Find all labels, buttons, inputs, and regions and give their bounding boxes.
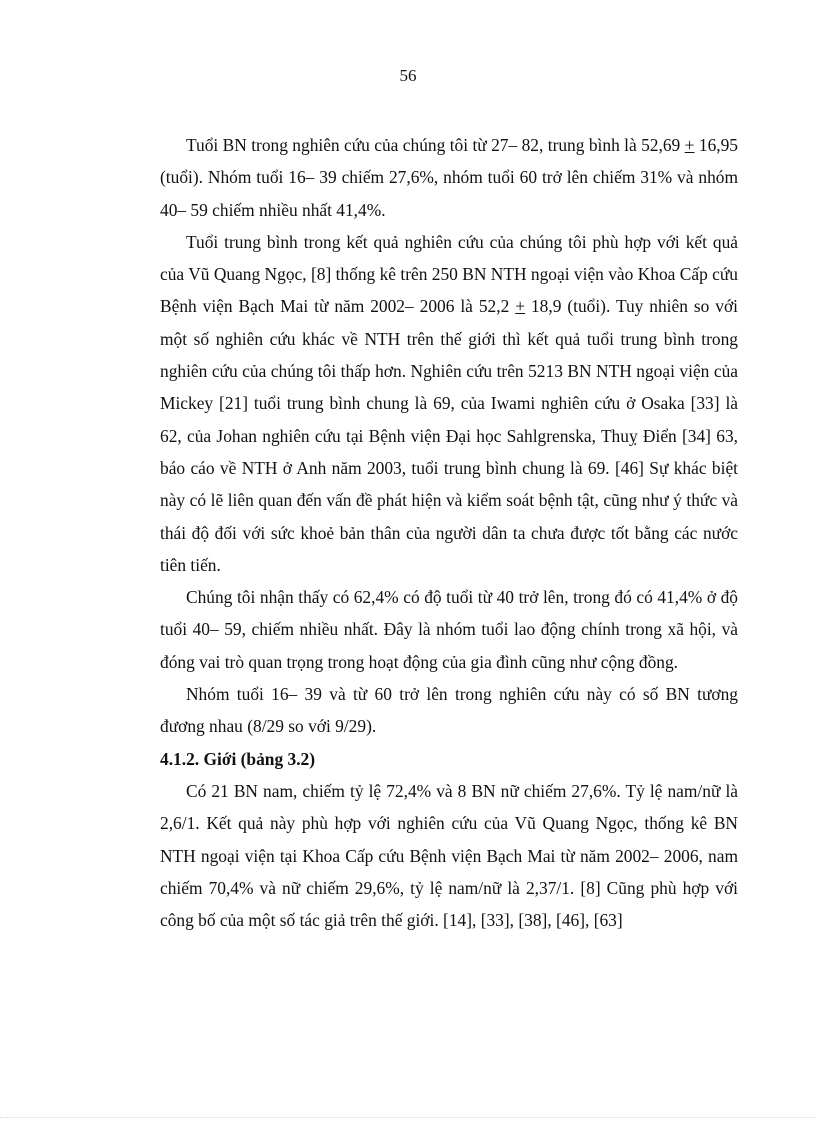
plus-minus-symbol: + [684, 135, 695, 155]
paragraph-text: 18,9 (tuổi). Tuy nhiên so với một số nghiên cứu khác về NTH trên thế giới thì kết quả tuổi trung bình trong nghiên cứu của chúng tôi thấp hơn. Nghiên cứu trên 5213 BN NTH ngoại viện của Mickey [21] tuổi trung bình chung là 69, của Iwami nghiên cứu ở Osaka [33] là 62, của Johan nghiên cứu tại Bệnh viện Đại học Sahlgrenska, Thuỵ Điển [34] 63, báo cáo về NTH ở Anh năm 2003, tuổi trung bình chung là 69. [46] Sự khác biệt này có lẽ liên quan đến vấn đề phát hiện và kiểm soát bệnh tật, cũng như ý thức và thái độ đối với sức khoẻ bản thân của người dân ta chưa được tốt bằng các nước tiên tiến. [160, 296, 738, 575]
plus-minus-symbol: + [515, 296, 526, 317]
paragraph-age-comparison [160, 226, 738, 581]
paragraph-working-age: Chúng tôi nhận thấy có 62,4% có độ tuổi từ 40 trở lên, trong đó có 41,4% ở độ tuổi 40– 59, chiếm nhiều nhất. Đây là nhóm tuổi lao động chính trong xã hội, và đóng vai trò quan trọng trong hoạt động của gia đình cũng như cộng đồng. [160, 587, 738, 672]
page-number: 56 [399, 66, 417, 85]
paragraph-text: 16,95 (tuổi). Nhóm tuổi 16– 39 chiếm 27,6%, nhóm tuổi 60 trở lên chiếm 31% và nhóm 40– 59 chiếm nhiều nhất 41,4%. [160, 135, 738, 220]
page-bottom-divider [0, 1117, 816, 1118]
paragraph-gender: Có 21 BN nam, chiếm tỷ lệ 72,4% và 8 BN nữ chiếm 27,6%. Tỷ lệ nam/nữ là 2,6/1. Kết quả này phù hợp với nghiên cứu của Vũ Quang Ngọc, thống kê BN NTH ngoại viện tại Khoa Cấp cứu Bệnh viện Bạch Mai từ năm 2002– 2006, nam chiếm 70,4% và nữ chiếm 29,6%, tỷ lệ nam/nữ là 2,37/1. [8] Cũng phù hợp với công bố của một số tác giả trên thế giới. [14], [33], [38], [46], [63] [160, 780, 738, 931]
paragraph-age-groups: Nhóm tuổi 16– 39 và từ 60 trở lên trong nghiên cứu này có số BN tương đương nhau (8/29 so với 9/29). [160, 684, 738, 737]
paragraph-text: Tuổi trung bình trong kết quả nghiên cứu của chúng tôi phù hợp với kết quả của Vũ Quang Ngọc, [8] thống kê trên 250 BN NTH ngoại viện vào Khoa Cấp cứu Bệnh viện Bạch Mai từ năm 2002– 2006 là 52,2 [160, 231, 738, 317]
section-heading: 4.1.2. Giới (bảng 3.2) [160, 748, 316, 769]
paragraph-text: Tuổi BN trong nghiên cứu của chúng tôi từ 27– 82, trung bình là 52,69 [186, 135, 685, 155]
paragraph-age-range [160, 129, 738, 226]
page-body [160, 129, 738, 936]
